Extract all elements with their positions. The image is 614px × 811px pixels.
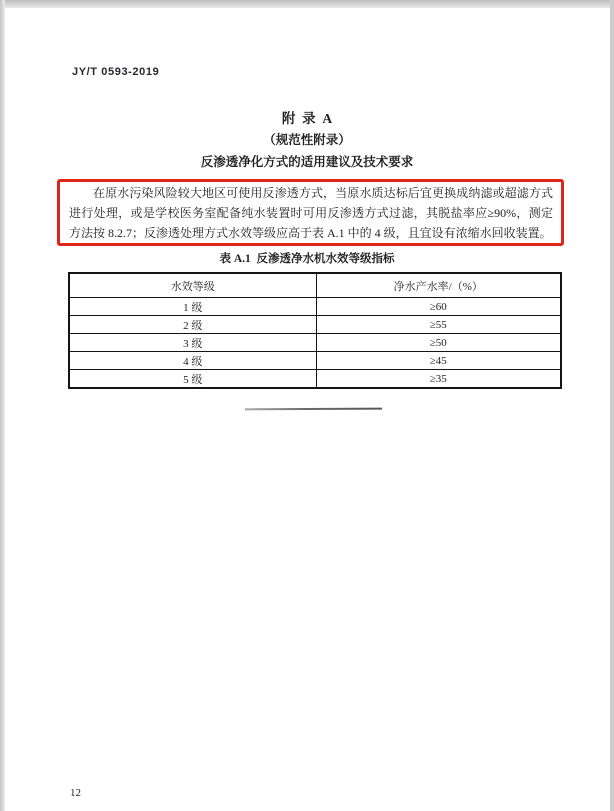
table-cell: 3 级	[69, 334, 316, 352]
table-header-grade: 水效等级	[69, 273, 316, 298]
table-body	[69, 298, 561, 389]
appendix-paragraph: 在原水污染风险较大地区可使用反渗透方式，当原水质达标后宜更换成纳滤或超滤方式进行处理，或是学校医务室配备纯水装置时可用反渗透方式过滤，其脱盐率应≥90%，测定方法按 8.2.7；反渗透处理方式水效等级应高于表 A.1 中的 4 级，且宜设有浓缩水回收装置。	[69, 186, 553, 240]
table-row	[69, 316, 561, 334]
appendix-subtitle: （规范性附录）	[263, 133, 351, 147]
table-cell: ≥50	[316, 334, 561, 352]
table-cell: 5 级	[69, 370, 316, 389]
appendix-heading: 反渗透净化方式的适用建议及技术要求	[200, 155, 414, 169]
water-efficiency-table	[68, 272, 562, 389]
table-row	[69, 334, 561, 352]
table-row	[69, 298, 561, 316]
table-cell: 2 级	[69, 316, 316, 334]
doc-number: JY/T 0593-2019	[72, 66, 160, 78]
highlight-red-box	[57, 179, 564, 246]
section-end-rule	[245, 408, 382, 411]
table-header-rate: 净水产水率/（%）	[316, 273, 561, 298]
table-cell: ≥45	[316, 352, 561, 370]
table-cell: 4 级	[69, 352, 316, 370]
table-cell: ≥55	[316, 316, 561, 334]
page-edge-top	[0, 0, 614, 8]
appendix-title: 附 录 A	[281, 111, 333, 126]
table-row	[69, 370, 561, 389]
table-header-row	[69, 273, 561, 298]
table-cell: 1 级	[69, 298, 316, 316]
table-caption: 表 A.1 反渗透净水机水效等级指标	[219, 253, 395, 265]
table-cell: ≥35	[316, 370, 561, 389]
page-number: 12	[70, 787, 81, 799]
table-cell: ≥60	[316, 298, 561, 316]
table-row	[69, 352, 561, 370]
